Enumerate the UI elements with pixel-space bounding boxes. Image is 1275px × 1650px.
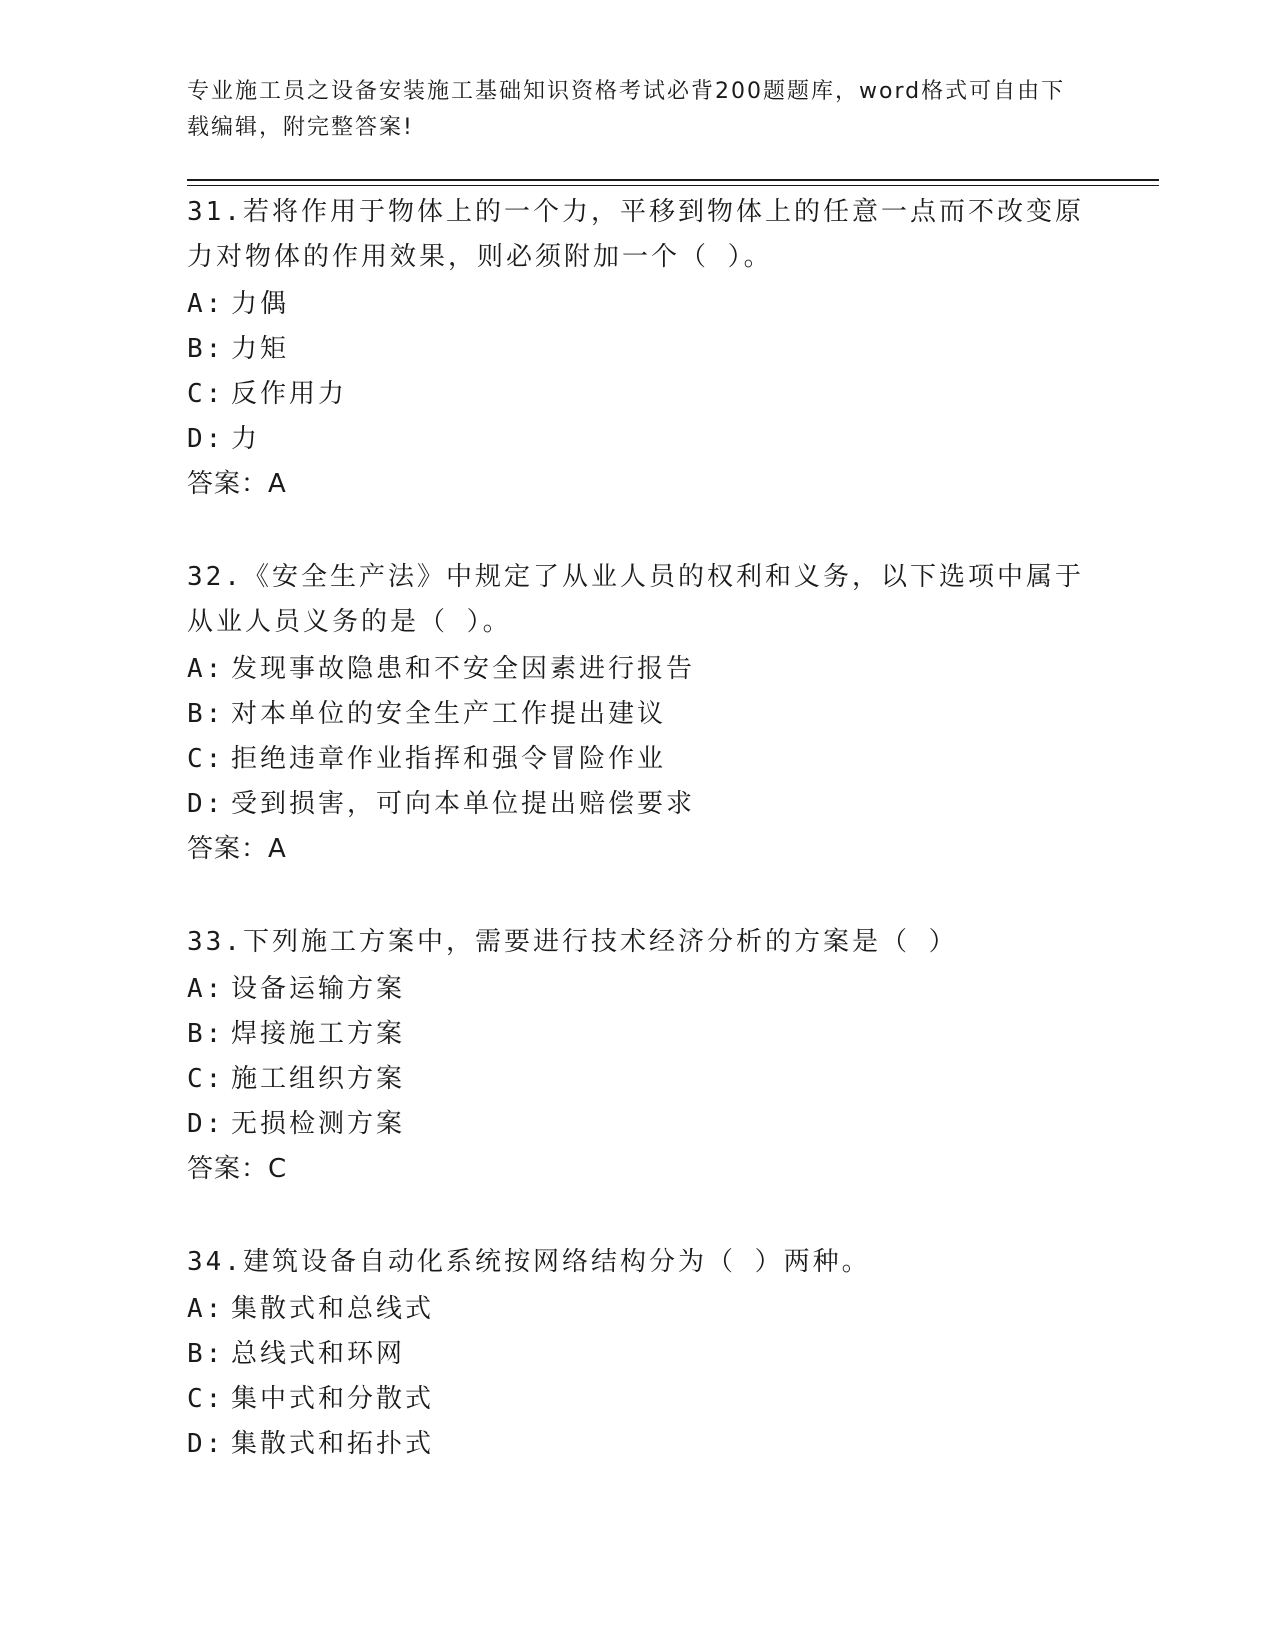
answer-value: A [268,469,287,499]
option-text: 力 [231,424,261,454]
header-divider-thin [187,185,1159,186]
option-b [187,1012,1087,1057]
question-list [187,190,1087,1467]
option-c [187,737,1087,782]
option-a [187,1287,1087,1332]
option-key: C: [187,1064,225,1094]
option-text: 受到损害，可向本单位提出赔偿要求 [231,789,696,819]
answer-value: A [268,834,287,864]
option-c [187,372,1087,417]
answer-label: 答案： [187,1154,269,1184]
option-a [187,967,1087,1012]
option-key: A: [187,974,225,1004]
option-d [187,1102,1087,1147]
option-text: 设备运输方案 [231,974,406,1004]
option-key: B: [187,334,225,364]
option-a [187,282,1087,327]
option-key: D: [187,1109,225,1139]
answer-value: C [268,1154,288,1184]
option-text: 拒绝违章作业指挥和强令冒险作业 [231,744,667,774]
option-text: 反作用力 [231,379,348,409]
question-text: 34.建筑设备自动化系统按网络结构分为（ ）两种。 [187,1247,871,1277]
option-text: 集散式和拓扑式 [231,1429,435,1459]
header-divider-thick [187,179,1159,181]
option-key: C: [187,744,225,774]
question-text: 31.若将作用于物体上的一个力，平移到物体上的任意一点而不改变原力对物体的作用效果，则必须附加一个（ ）。 [187,197,1084,272]
option-b [187,692,1087,737]
option-text: 力偶 [231,289,290,319]
question-32 [187,555,1087,872]
option-key: C: [187,379,225,409]
option-text: 力矩 [231,334,290,364]
option-text: 集散式和总线式 [231,1294,435,1324]
option-key: C: [187,1384,225,1414]
question-34 [187,1240,1087,1467]
option-key: D: [187,789,225,819]
option-text: 集中式和分散式 [231,1384,435,1414]
option-key: D: [187,424,225,454]
option-key: A: [187,1294,225,1324]
document-header: 专业施工员之设备安装施工基础知识资格考试必背200题题库，word格式可自由下载编辑，附完整答案! [187,79,1066,140]
option-key: D: [187,1429,225,1459]
option-key: B: [187,1339,225,1369]
option-a [187,647,1087,692]
question-text: 32.《安全生产法》中规定了从业人员的权利和义务，以下选项中属于从业人员义务的是（ ）。 [187,562,1084,637]
answer-label: 答案： [187,834,269,864]
answer-line [187,1147,1087,1192]
option-text: 无损检测方案 [231,1109,406,1139]
option-key: A: [187,289,225,319]
question-33 [187,920,1087,1192]
question-text: 33.下列施工方案中，需要进行技术经济分析的方案是（ ） [187,927,958,957]
option-key: A: [187,654,225,684]
answer-line [187,462,1087,507]
option-b [187,327,1087,372]
option-key: B: [187,1019,225,1049]
option-d [187,417,1087,462]
option-text: 对本单位的安全生产工作提出建议 [231,699,667,729]
option-text: 总线式和环网 [231,1339,406,1369]
question-31 [187,190,1087,507]
option-c [187,1057,1087,1102]
option-key: B: [187,699,225,729]
answer-line [187,827,1087,872]
option-c [187,1377,1087,1422]
option-d [187,782,1087,827]
option-b [187,1332,1087,1377]
option-text: 发现事故隐患和不安全因素进行报告 [231,654,696,684]
option-text: 施工组织方案 [231,1064,406,1094]
option-text: 焊接施工方案 [231,1019,406,1049]
answer-label: 答案： [187,469,269,499]
option-d [187,1422,1087,1467]
